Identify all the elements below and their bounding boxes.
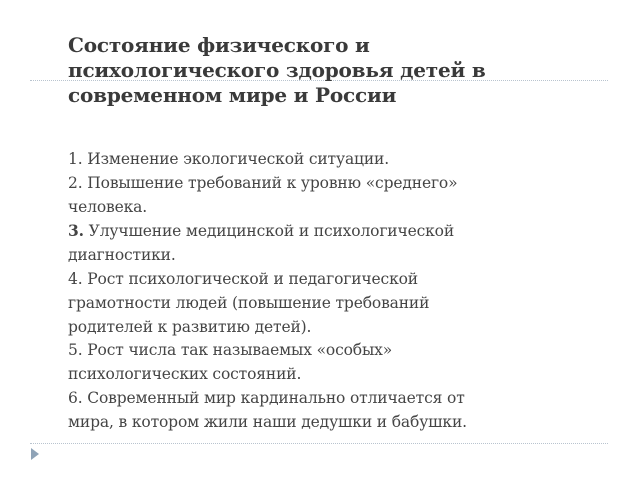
factors-list — [68, 148, 568, 435]
list-item-line: 2. Повышение требований к уровню «среднего» — [68, 173, 458, 192]
title-line: Состояние физического и — [68, 33, 370, 57]
list-item-line: человека. — [68, 197, 148, 216]
list-item-line: 4. Рост психологической и педагогической — [68, 269, 418, 288]
list-item-2 — [68, 172, 568, 220]
list-item-5 — [68, 339, 568, 387]
list-item-6 — [68, 387, 568, 435]
triangle-right-icon — [31, 448, 39, 460]
list-item-line: мира, в котором жили наши дедушки и бабушки. — [68, 412, 467, 431]
list-item-line: диагностики. — [68, 246, 176, 265]
list-item-3 — [68, 219, 568, 268]
list-item-line: родителей к развитию детей). — [68, 317, 312, 336]
list-item-4 — [68, 268, 568, 339]
title-line: психологического здоровья детей в — [68, 58, 486, 82]
list-item-line: психологических состояний. — [68, 365, 302, 384]
list-item-line: 5. Рост числа так называемых «особых» — [68, 341, 393, 360]
bottom-dotted-divider — [30, 443, 608, 444]
list-item-line: 1. Изменение экологической ситуации. — [68, 150, 389, 168]
list-item-line: грамотности людей (повышение требований — [68, 293, 430, 312]
list-item-number: 3. — [68, 221, 84, 241]
list-item-line-with-number — [68, 219, 568, 244]
title-line: современном мире и России — [68, 83, 397, 107]
list-item-line: 6. Современный мир кардинально отличается от — [68, 388, 465, 407]
slide-title — [68, 33, 538, 108]
list-item-1 — [68, 148, 568, 172]
list-item-text: Улучшение медицинской и психологической — [83, 222, 455, 241]
